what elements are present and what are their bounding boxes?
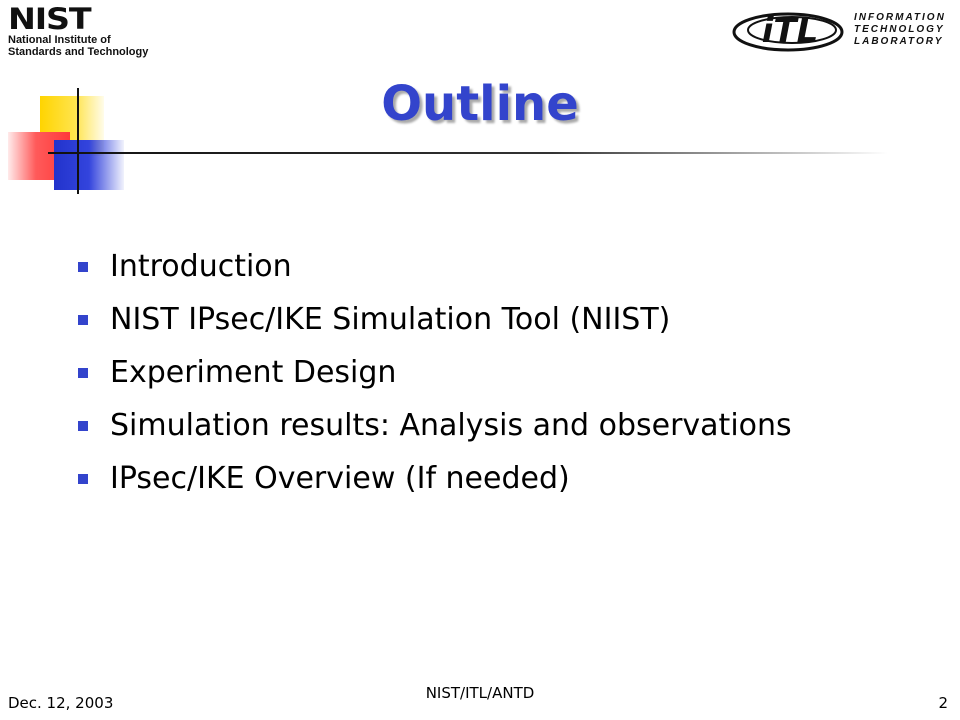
itl-logo-mark-text: iTL	[761, 11, 819, 51]
footer-page-number: 2	[938, 694, 948, 712]
itl-logo-line-3: LABORATORY	[854, 36, 944, 47]
nist-logo-line-2: Standards and Technology	[8, 46, 149, 58]
itl-logo	[732, 6, 954, 54]
bullet-square-icon	[78, 368, 88, 378]
nist-logo-word: NIST	[8, 2, 91, 36]
bullet-text: Experiment Design	[110, 355, 397, 390]
bullet-item	[78, 399, 792, 452]
bullet-text: NIST IPsec/IKE Simulation Tool (NIIST)	[110, 302, 671, 337]
bullet-square-icon	[78, 315, 88, 325]
bullet-item	[78, 240, 792, 293]
footer-org: NIST/ITL/ANTD	[425, 684, 535, 702]
bullet-text: Introduction	[110, 249, 292, 284]
bullet-square-icon	[78, 262, 88, 272]
itl-logo-line-2: TECHNOLOGY	[854, 24, 945, 35]
bullet-item	[78, 293, 792, 346]
decor-blue-square	[54, 140, 124, 190]
bullet-text: Simulation results: Analysis and observations	[110, 408, 792, 443]
bullet-text: IPsec/IKE Overview (If needed)	[110, 461, 570, 496]
bullet-list	[78, 240, 792, 505]
bullet-item	[78, 452, 792, 505]
itl-logo-mark	[732, 8, 850, 52]
slide-title: Outline	[381, 76, 579, 132]
itl-logo-line-1: INFORMATION	[854, 12, 946, 23]
bullet-square-icon	[78, 474, 88, 484]
nist-logo	[8, 4, 158, 62]
footer-date: Dec. 12, 2003	[8, 694, 114, 712]
bullet-item	[78, 346, 792, 399]
nist-logo-line-1: National Institute of	[8, 34, 111, 46]
bullet-square-icon	[78, 421, 88, 431]
title-underline	[48, 152, 888, 154]
